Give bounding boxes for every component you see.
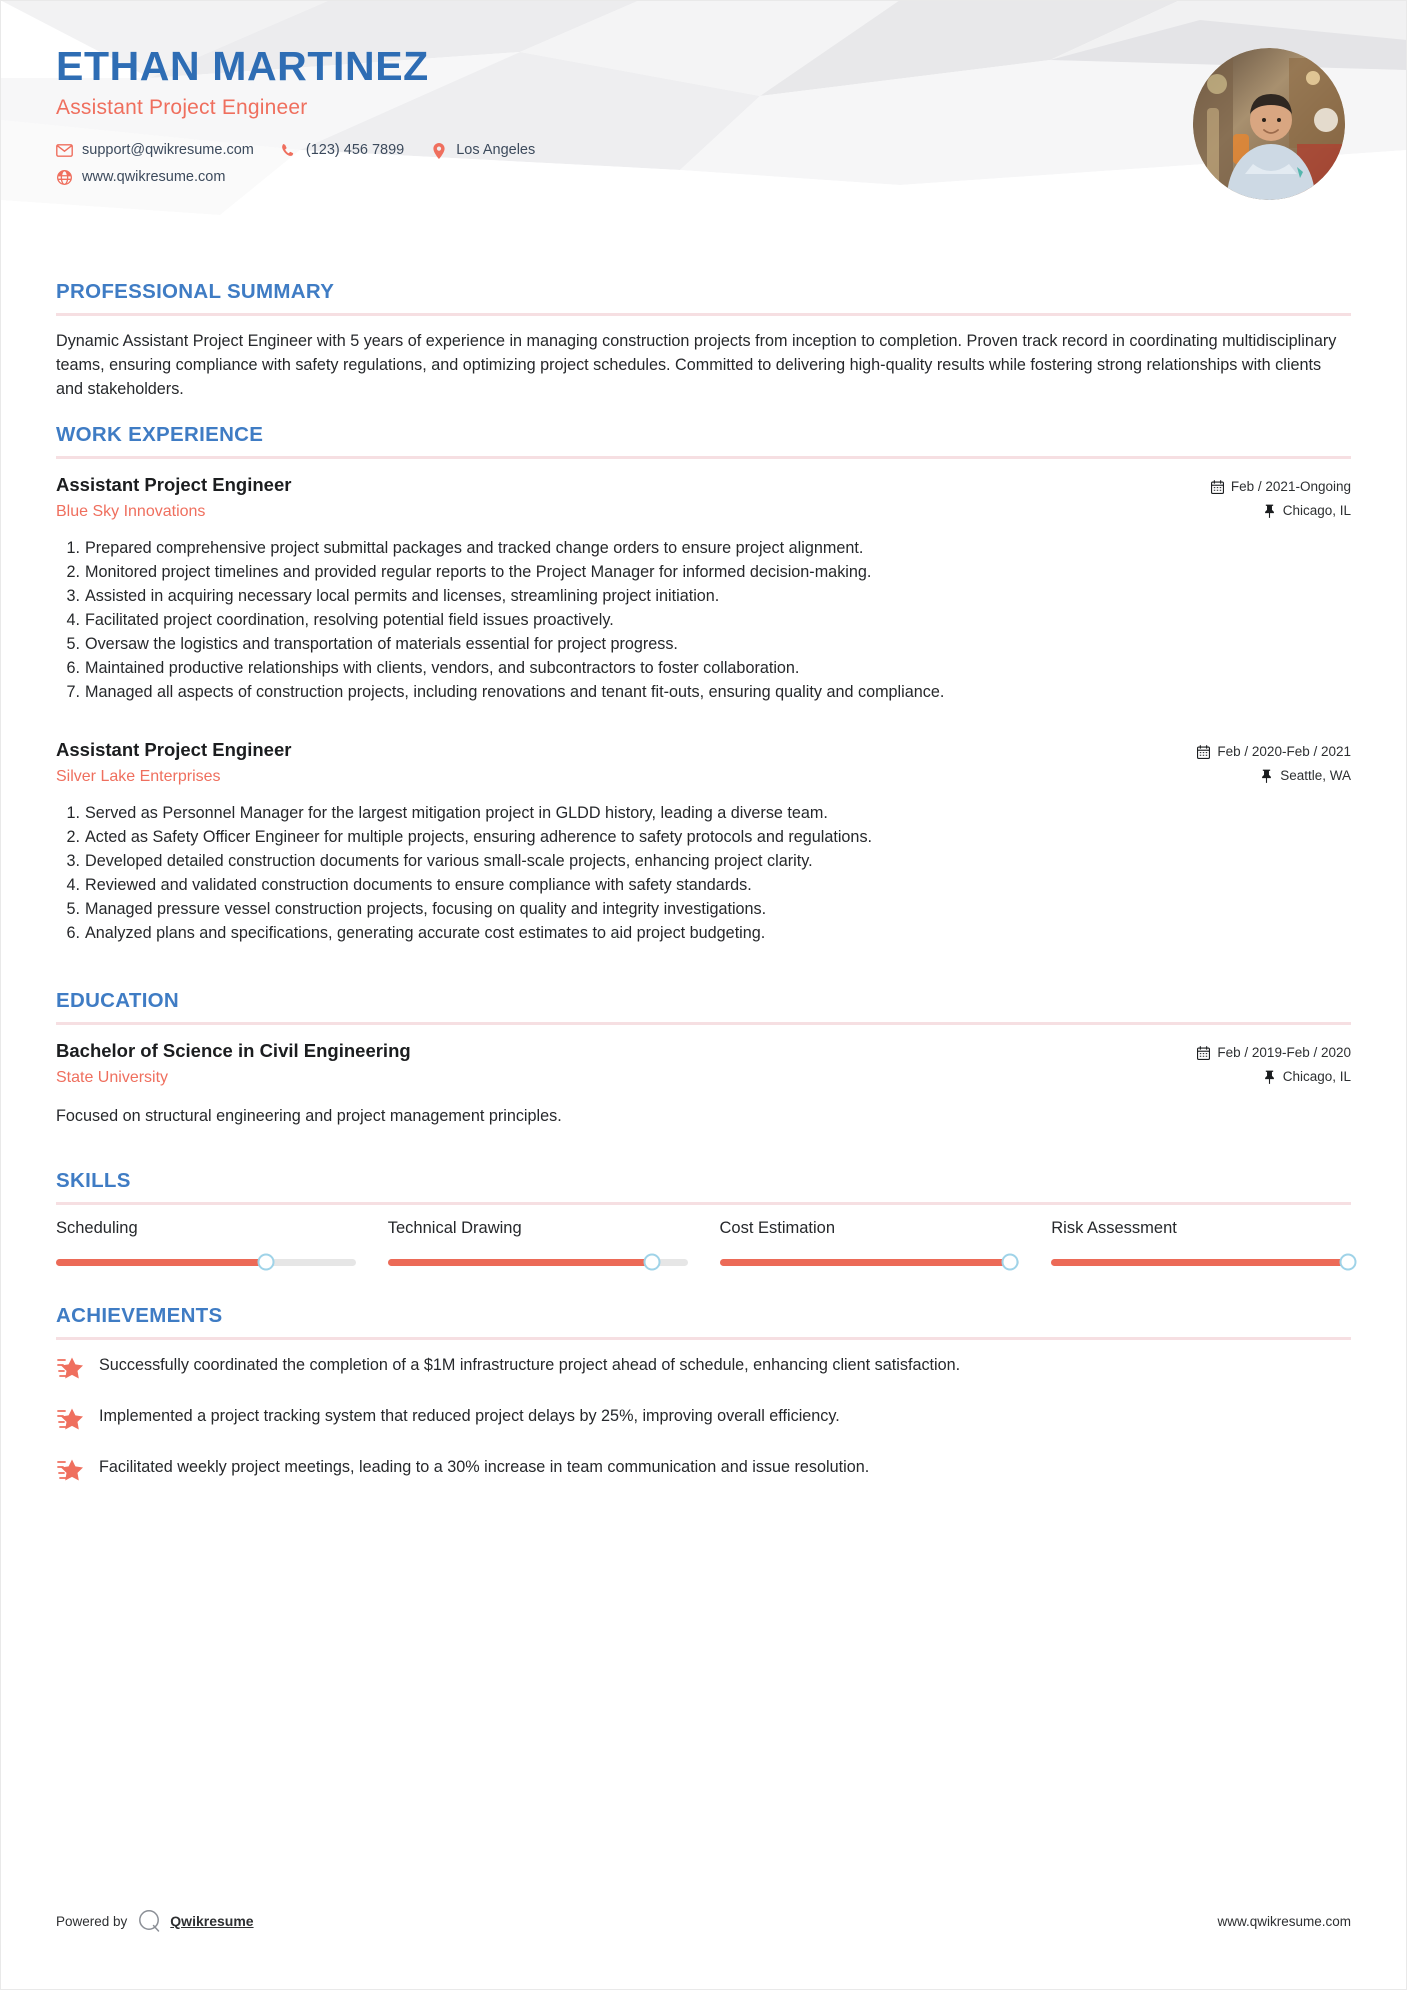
achievement-text: Facilitated weekly project meetings, leading to a 30% increase in team communication and issue resolution. bbox=[99, 1457, 870, 1476]
pushpin-icon bbox=[1263, 1070, 1276, 1084]
section-divider bbox=[56, 1202, 1351, 1205]
contact-email-text: support@qwikresume.com bbox=[82, 142, 254, 159]
section-work-experience bbox=[56, 423, 1351, 945]
skill-progress-fill bbox=[388, 1259, 652, 1266]
list-item: Oversaw the logistics and transportation of materials essential for project progress. bbox=[85, 635, 678, 654]
list-item: Assisted in acquiring necessary local permits and licenses, streamlining project initiation. bbox=[85, 587, 720, 606]
section-title-education: EDUCATION bbox=[56, 989, 180, 1013]
skill-item bbox=[1051, 1219, 1351, 1266]
list-item: Developed detailed construction documents for various small-scale projects, enhancing project clarity. bbox=[85, 852, 813, 871]
skill-label: Technical Drawing bbox=[387, 1218, 522, 1237]
footer-powered-by-label: Powered by bbox=[56, 1913, 128, 1929]
section-professional-summary bbox=[56, 280, 1351, 401]
pushpin-icon bbox=[1260, 769, 1273, 783]
skill-progress-track bbox=[388, 1259, 688, 1266]
education-location-text: Chicago, IL bbox=[1282, 1069, 1351, 1085]
skill-progress-knob[interactable] bbox=[257, 1254, 274, 1271]
experience-date bbox=[1197, 744, 1351, 759]
experience-date-text: Feb / 2021-Ongoing bbox=[1230, 479, 1351, 495]
contact-row-secondary bbox=[56, 169, 561, 186]
page-footer bbox=[56, 1908, 1351, 1934]
profile-photo bbox=[1193, 48, 1345, 200]
page-title: ETHAN MARTINEZ bbox=[56, 43, 429, 89]
experience-date bbox=[1211, 479, 1351, 494]
star-badge-icon bbox=[56, 1406, 86, 1434]
section-skills bbox=[56, 1169, 1351, 1266]
experience-bullet-list bbox=[56, 802, 1351, 945]
experience-date-text: Feb / 2020-Feb / 2021 bbox=[1217, 744, 1351, 760]
list-item: Prepared comprehensive project submittal packages and tracked change orders to ensure project alignment. bbox=[85, 539, 864, 558]
education-description: Focused on structural engineering and project management principles. bbox=[56, 1107, 562, 1126]
experience-company: Silver Lake Enterprises bbox=[56, 768, 221, 786]
experience-location-text: Chicago, IL bbox=[1282, 503, 1351, 519]
skill-label: Risk Assessment bbox=[1051, 1218, 1177, 1237]
list-item: Acted as Safety Officer Engineer for multiple projects, ensuring adherence to safety protocols and regulations. bbox=[85, 828, 873, 847]
list-item: Managed pressure vessel construction projects, focusing on quality and integrity investigations. bbox=[85, 900, 767, 919]
skill-progress-knob[interactable] bbox=[1002, 1254, 1019, 1271]
summary-paragraph: Dynamic Assistant Project Engineer with 5 years of experience in managing construction projects from inception to completion. Proven track record in coordinating multidisciplinary teams, ensuring compliance with safety regulations, and optimizing project schedules. Committed to delivering high-quality results while fostering strong relationships with clients and stakeholders. bbox=[56, 332, 1337, 398]
skill-item bbox=[720, 1219, 1052, 1266]
skill-progress-fill bbox=[720, 1259, 1011, 1266]
education-date-text: Feb / 2019-Feb / 2020 bbox=[1217, 1045, 1351, 1061]
achievement-text: Successfully coordinated the completion of a $1M infrastructure project ahead of schedule, enhancing client satisfaction. bbox=[99, 1355, 961, 1374]
star-badge-icon bbox=[56, 1355, 86, 1383]
experience-job-title: Assistant Project Engineer bbox=[56, 739, 292, 761]
section-title-experience: WORK EXPERIENCE bbox=[56, 423, 264, 447]
skill-progress-track bbox=[720, 1259, 1020, 1266]
contact-website-text: www.qwikresume.com bbox=[82, 169, 226, 186]
contact-website[interactable] bbox=[56, 169, 225, 186]
section-divider bbox=[56, 456, 1351, 459]
footer-branding bbox=[56, 1908, 254, 1934]
list-item: Monitored project timelines and provided regular reports to the Project Manager for informed decision-making. bbox=[85, 563, 872, 582]
entry-spacer bbox=[56, 710, 1351, 738]
footer-brand-link[interactable]: Qwikresume bbox=[170, 1913, 254, 1929]
envelope-icon bbox=[56, 142, 73, 159]
calendar-icon bbox=[1197, 745, 1210, 759]
achievement-item bbox=[56, 1405, 1351, 1434]
qwikresume-logo-icon bbox=[137, 1908, 163, 1934]
job-role-subtitle: Assistant Project Engineer bbox=[56, 96, 308, 120]
skill-progress-track bbox=[56, 1259, 356, 1266]
skill-label: Scheduling bbox=[56, 1218, 138, 1237]
experience-location-text: Seattle, WA bbox=[1280, 768, 1351, 784]
skill-item bbox=[56, 1219, 388, 1266]
section-divider bbox=[56, 1022, 1351, 1025]
list-item: Reviewed and validated construction documents to ensure compliance with safety standards. bbox=[85, 876, 752, 895]
experience-location bbox=[1211, 503, 1351, 518]
contact-row-primary bbox=[56, 142, 561, 159]
star-badge-icon bbox=[56, 1457, 86, 1485]
contact-phone-text: (123) 456 7899 bbox=[305, 142, 405, 159]
experience-location bbox=[1197, 768, 1351, 783]
map-pin-icon bbox=[430, 142, 447, 159]
experience-company: Blue Sky Innovations bbox=[56, 503, 206, 521]
education-institution: State University bbox=[56, 1069, 169, 1087]
achievement-text: Implemented a project tracking system that reduced project delays by 25%, improving overall efficiency. bbox=[99, 1406, 840, 1425]
list-item: Analyzed plans and specifications, generating accurate cost estimates to aid project budgeting. bbox=[85, 924, 766, 943]
avatar bbox=[1193, 48, 1345, 200]
achievement-item bbox=[56, 1456, 1351, 1485]
skill-label: Cost Estimation bbox=[719, 1218, 836, 1237]
footer-website: www.qwikresume.com bbox=[1217, 1913, 1351, 1929]
skill-progress-fill bbox=[1051, 1259, 1348, 1266]
skill-item bbox=[388, 1219, 720, 1266]
section-title-skills: SKILLS bbox=[56, 1168, 131, 1192]
header-identity-block bbox=[56, 44, 561, 196]
phone-icon bbox=[280, 142, 297, 159]
experience-bullet-list bbox=[56, 537, 1351, 704]
list-item: Managed all aspects of construction projects, including renovations and tenant fit-outs, ensuring quality and compliance. bbox=[85, 683, 945, 702]
contact-email[interactable] bbox=[56, 142, 254, 159]
contact-phone[interactable] bbox=[280, 142, 404, 159]
globe-icon bbox=[56, 169, 73, 186]
list-item: Served as Personnel Manager for the largest mitigation project in GLDD history, leading a diverse team. bbox=[85, 804, 828, 823]
list-item: Facilitated project coordination, resolving potential field issues proactively. bbox=[85, 611, 614, 630]
calendar-icon bbox=[1211, 480, 1224, 494]
education-location bbox=[1197, 1069, 1351, 1084]
contact-location bbox=[430, 142, 535, 159]
section-title-achievements: ACHIEVEMENTS bbox=[56, 1303, 223, 1327]
section-divider bbox=[56, 313, 1351, 316]
section-achievements bbox=[56, 1304, 1351, 1485]
calendar-icon bbox=[1197, 1046, 1210, 1060]
contact-location-text: Los Angeles bbox=[456, 142, 536, 159]
experience-entry bbox=[56, 473, 1351, 704]
education-degree: Bachelor of Science in Civil Engineering bbox=[56, 1040, 411, 1062]
skills-grid bbox=[56, 1219, 1351, 1266]
skill-progress-knob[interactable] bbox=[1340, 1254, 1357, 1271]
experience-entry bbox=[56, 738, 1351, 945]
resume-body bbox=[0, 280, 1407, 1485]
resume-header bbox=[0, 0, 1407, 258]
skill-progress-track bbox=[1051, 1259, 1351, 1266]
section-divider bbox=[56, 1337, 1351, 1340]
experience-job-title: Assistant Project Engineer bbox=[56, 474, 292, 496]
skill-progress-knob[interactable] bbox=[643, 1254, 660, 1271]
pushpin-icon bbox=[1263, 504, 1276, 518]
section-title-summary: PROFESSIONAL SUMMARY bbox=[56, 280, 335, 303]
achievement-item bbox=[56, 1354, 1351, 1383]
section-education bbox=[56, 989, 1351, 1128]
education-entry bbox=[56, 1039, 1351, 1128]
education-date bbox=[1197, 1045, 1351, 1060]
skill-progress-fill bbox=[56, 1259, 266, 1266]
list-item: Maintained productive relationships with clients, vendors, and subcontractors to foster collaboration. bbox=[85, 659, 800, 678]
